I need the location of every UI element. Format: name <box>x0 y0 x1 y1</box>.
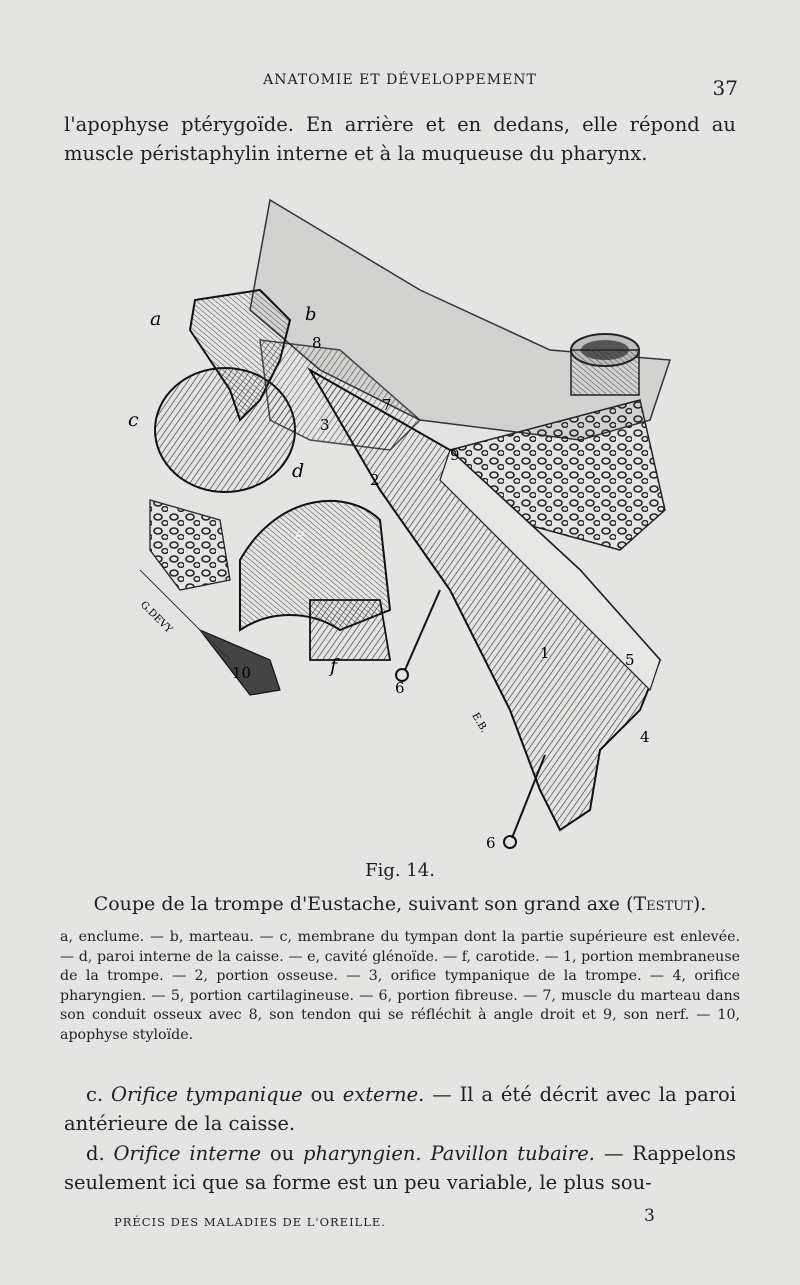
page-number: 37 <box>712 76 738 100</box>
figure-title-author: Testut <box>633 893 693 915</box>
section-c-text: — Il a été décrit avec la paroi antérieure de la caisse. <box>64 1083 736 1135</box>
running-head: ANATOMIE ET DÉVELOPPEMENT <box>263 72 537 88</box>
figure-label: Fig. 14. <box>365 860 435 881</box>
artist-signature: E.B. <box>469 711 490 735</box>
section-d-heading-b: pharyngien. Pavillon tubaire. <box>303 1142 595 1165</box>
section-c-connector: ou <box>310 1083 335 1106</box>
label-b: b <box>305 304 317 325</box>
section-c <box>64 1080 736 1138</box>
label-4: 4 <box>640 728 650 746</box>
label-7: 7 <box>382 396 392 414</box>
label-e: e <box>295 525 306 545</box>
label-10: 10 <box>232 664 252 682</box>
label-a: a <box>150 308 162 330</box>
label-f: f <box>330 655 338 677</box>
section-d-letter: d. <box>86 1142 105 1165</box>
label-9: 9 <box>450 446 460 464</box>
figure-legend <box>60 928 740 1045</box>
eustachian-tube-engraving <box>120 190 680 860</box>
carotid-artery-shape <box>310 600 390 660</box>
intro-text: l'apophyse ptérygoïde. En arrière et en dedans, elle répond au muscle péristaphylin interne et à la muqueuse du pharynx. <box>64 113 736 165</box>
figure-title <box>60 893 740 915</box>
label-3: 3 <box>320 416 330 434</box>
figure-illustration <box>120 190 680 860</box>
section-d <box>64 1139 736 1197</box>
label-6a: 6 <box>395 679 405 697</box>
label-d: d <box>292 460 305 482</box>
label-6b: 6 <box>486 834 496 852</box>
figure-legend-text: a, enclume. — b, marteau. — c, membrane du tympan dont la partie supérieure est enlevée. — d, paroi interne de la caisse. — e, cavité glénoïde. — f, carotide. — 1, portion membraneuse de la trompe. — 2, portion osseuse. — 3, orifice tympanique de la trompe. — 4, orifice pharyngien. — 5, portion cartilagineuse. — 6, portion fibreuse. — 7, muscle du marteau dans son conduit osseux avec 8, son tendon qui se réfléchit à angle droit et 9, son nerf. — 10, apophyse styloïde. <box>60 929 740 1043</box>
section-d-heading-a: Orifice interne <box>113 1142 261 1165</box>
section-c-letter: c. <box>86 1083 104 1106</box>
figure-title-end: ). <box>692 893 707 915</box>
styloid-process-shape <box>200 630 280 695</box>
section-d-text: — Rappelons seulement ici que sa forme est un peu variable, le plus sou- <box>64 1142 737 1194</box>
label-8: 8 <box>312 334 322 352</box>
label-5: 5 <box>625 651 635 669</box>
engraver-signature: G.DEVY <box>137 599 174 636</box>
section-d-connector: ou <box>269 1142 295 1165</box>
label-2: 2 <box>370 471 380 489</box>
section-c-heading-a: Orifice tympanique <box>111 1083 303 1106</box>
figure-title-main: Coupe de la trompe d'Eustache, suivant son grand axe ( <box>93 893 634 915</box>
section-c-heading-b: externe. <box>342 1083 425 1106</box>
intro-paragraph <box>64 110 736 168</box>
label-c: c <box>128 409 139 431</box>
footer-signature-mark: 3 <box>644 1206 655 1226</box>
footer-book-title: PRÉCIS DES MALADIES DE L'OREILLE. <box>114 1215 386 1229</box>
label-1: 1 <box>540 644 550 662</box>
